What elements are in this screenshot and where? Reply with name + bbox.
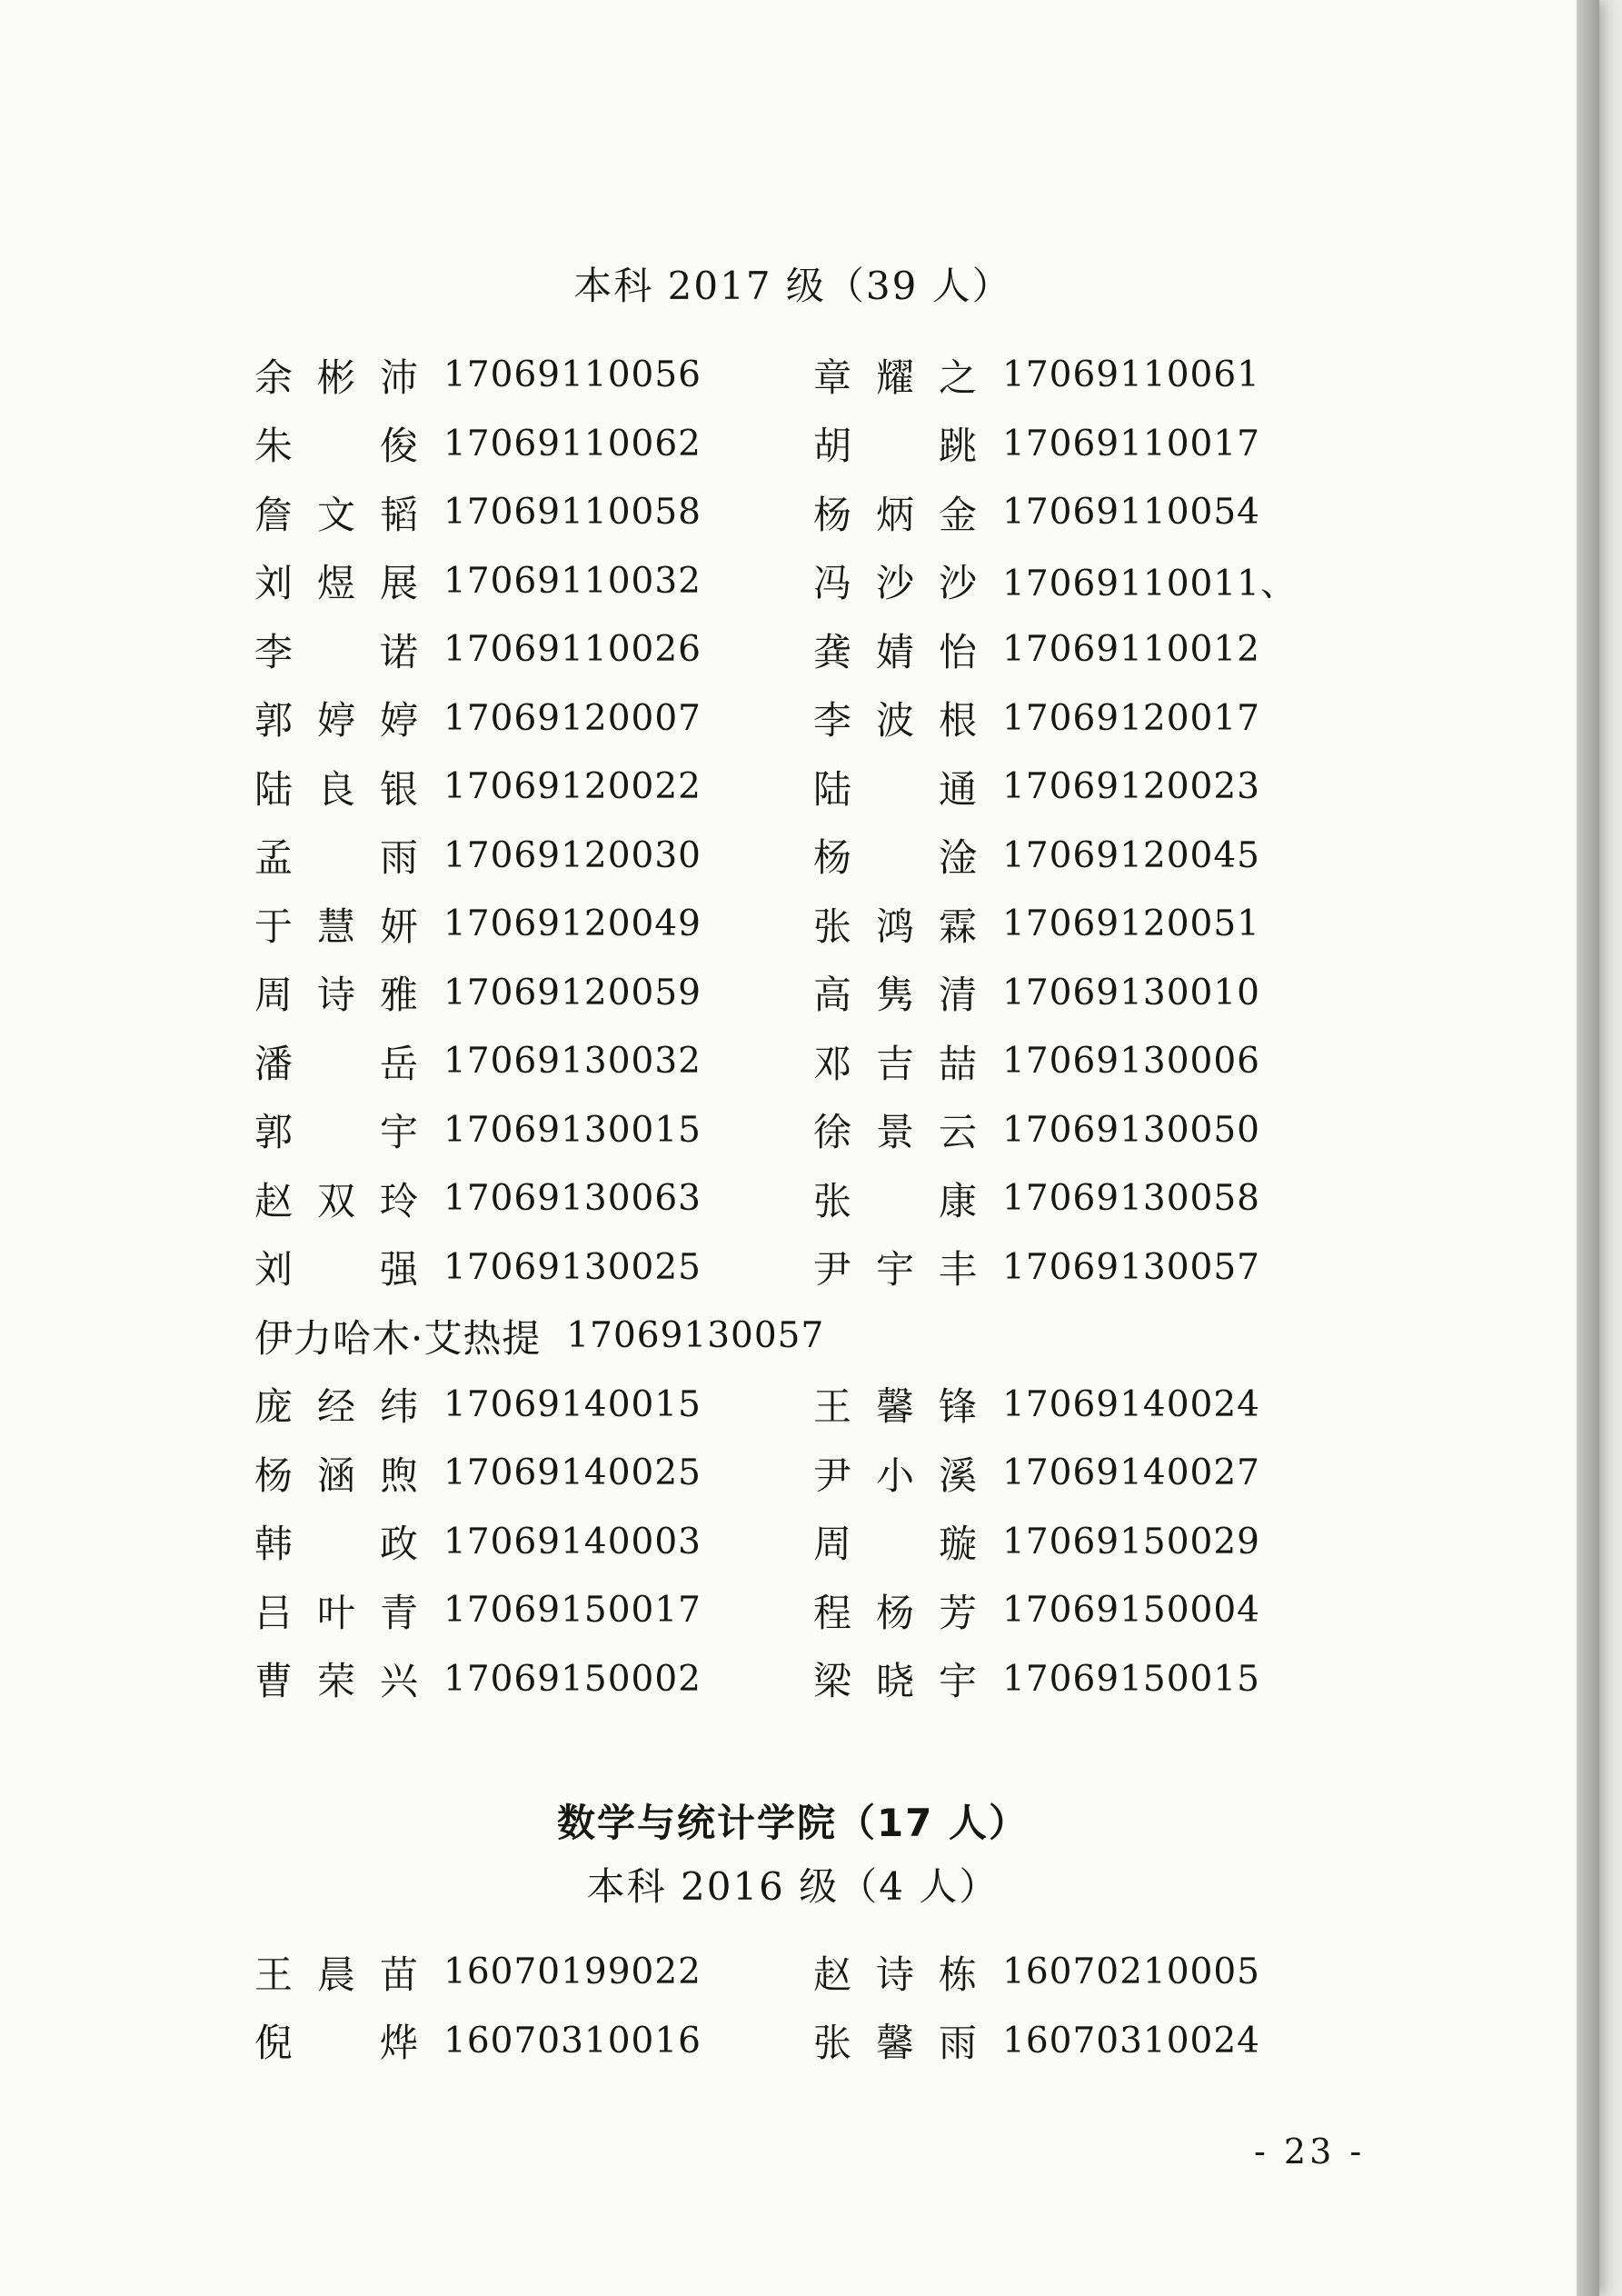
list-row [254, 1645, 1327, 1714]
student-name: 张 馨 雨 [813, 2021, 977, 2066]
student-entry [254, 1096, 702, 1165]
student-entry [254, 478, 702, 547]
student-name: 朱 俊 [254, 424, 418, 469]
list-row [254, 1096, 1327, 1165]
section-heading-2016: 本科 2016 级（4 人） [586, 1864, 1000, 1909]
student-id: 17069130057 [566, 1315, 825, 1357]
student-name: 庞 经 纬 [254, 1384, 418, 1430]
list-row [254, 684, 1327, 754]
student-id: 17069130006 [1002, 1041, 1260, 1083]
student-id: 17069120030 [443, 834, 702, 876]
student-list-2016 [254, 1938, 1327, 2075]
student-name: 王 馨 锋 [813, 1384, 977, 1430]
student-name: 高 隽 清 [813, 973, 977, 1018]
student-entry [813, 1508, 1260, 1577]
list-row [254, 959, 1327, 1028]
student-entry [813, 1371, 1260, 1440]
student-entry [254, 753, 702, 822]
student-name: 赵 诗 栋 [813, 1952, 977, 1997]
student-name: 杨 炳 金 [813, 492, 977, 537]
student-id: 17069110011、 [1002, 564, 1297, 605]
student-entry [813, 890, 1260, 959]
student-id: 17069130057 [1002, 1246, 1260, 1288]
student-entry [254, 341, 702, 410]
student-id: 17069110062 [443, 423, 702, 464]
student-name: 郭 婷 婷 [254, 698, 418, 744]
student-name: 周 诗 雅 [254, 973, 418, 1018]
student-name: 梁 晓 宇 [813, 1659, 977, 1704]
student-entry [254, 959, 702, 1028]
student-name: 潘 岳 [254, 1041, 418, 1086]
student-name: 郭 宇 [254, 1110, 418, 1155]
student-name: 胡 跳 [813, 424, 977, 469]
student-id: 17069140025 [443, 1452, 702, 1494]
student-name: 陆 通 [813, 766, 977, 812]
student-name: 倪 烨 [254, 2021, 418, 2066]
student-name: 周 璇 [813, 1522, 977, 1567]
student-id: 17069120022 [443, 766, 702, 808]
student-entry [813, 1645, 1260, 1714]
student-entry [254, 1371, 702, 1440]
student-entry [254, 1233, 702, 1303]
student-name: 刘 煜 展 [254, 561, 418, 606]
student-entry [813, 1938, 1260, 2007]
student-id: 17069120017 [1002, 697, 1260, 739]
student-id: 17069130050 [1002, 1109, 1260, 1151]
student-id: 17069130058 [1002, 1178, 1260, 1220]
list-row [254, 478, 1327, 547]
student-entry [813, 684, 1260, 754]
student-entry [813, 615, 1260, 684]
student-id: 17069110012 [1002, 629, 1260, 671]
student-id: 17069120051 [1002, 903, 1260, 945]
student-entry [813, 2007, 1260, 2076]
student-name: 尹 宇 丰 [813, 1247, 977, 1293]
student-id: 17069130032 [443, 1041, 702, 1083]
student-id: 17069110056 [443, 354, 702, 396]
student-name: 余 彬 沛 [254, 354, 418, 400]
list-row [254, 1027, 1327, 1096]
student-name: 赵 双 玲 [254, 1178, 418, 1223]
student-entry [254, 1439, 702, 1508]
student-id: 16070199022 [443, 1952, 702, 1993]
list-row [254, 615, 1327, 684]
student-entry [813, 410, 1260, 479]
student-id: 17069150004 [1002, 1590, 1260, 1632]
student-name: 张 鸿 霖 [813, 903, 977, 949]
student-name: 曹 荣 兴 [254, 1659, 418, 1704]
student-id: 17069150029 [1002, 1521, 1260, 1562]
student-entry [813, 1096, 1260, 1165]
student-name: 于 慧 妍 [254, 903, 418, 949]
student-entry [254, 1302, 824, 1371]
student-entry [813, 753, 1260, 822]
student-name: 杨 涵 煦 [254, 1452, 418, 1498]
student-id: 16070310016 [443, 2020, 702, 2061]
student-entry [813, 1233, 1260, 1303]
student-entry [813, 1164, 1260, 1233]
student-id: 17069130015 [443, 1109, 702, 1151]
student-id: 17069110026 [443, 629, 702, 671]
list-row [254, 2007, 1327, 2076]
student-id: 17069110017 [1002, 423, 1260, 464]
student-id: 17069150015 [1002, 1658, 1260, 1700]
student-name: 陆 良 银 [254, 766, 418, 812]
student-entry [254, 684, 702, 754]
student-entry [254, 615, 702, 684]
student-entry [813, 1439, 1260, 1508]
student-id: 17069130025 [443, 1246, 702, 1288]
student-id: 17069140015 [443, 1383, 702, 1425]
student-entry [254, 890, 702, 959]
student-id: 17069120007 [443, 697, 702, 739]
student-entry [813, 1576, 1260, 1645]
student-name: 徐 景 云 [813, 1110, 977, 1155]
student-entry [254, 1164, 702, 1233]
list-row [254, 822, 1327, 891]
student-entry [813, 822, 1260, 891]
student-name: 吕 叶 青 [254, 1590, 418, 1635]
list-row [254, 1302, 1327, 1371]
student-id: 17069120059 [443, 972, 702, 1013]
student-entry [254, 1645, 702, 1714]
student-entry [813, 341, 1260, 410]
student-entry [813, 478, 1260, 547]
student-id: 17069120023 [1002, 766, 1260, 808]
student-name: 程 杨 芳 [813, 1590, 977, 1635]
list-row [254, 410, 1327, 479]
student-entry [254, 1938, 702, 2007]
student-id: 16070210005 [1002, 1952, 1260, 1993]
student-name: 韩 政 [254, 1522, 418, 1567]
student-entry [254, 1508, 702, 1577]
student-name: 刘 强 [254, 1247, 418, 1293]
student-id: 16070310024 [1002, 2020, 1260, 2061]
list-row [254, 1508, 1327, 1577]
student-entry [813, 959, 1260, 1028]
list-row [254, 753, 1327, 822]
list-row [254, 1233, 1327, 1303]
student-id: 17069140003 [443, 1521, 702, 1562]
student-entry [254, 822, 702, 891]
student-id: 17069150017 [443, 1590, 702, 1632]
student-name: 孟 雨 [254, 835, 418, 881]
student-id: 17069120045 [1002, 834, 1260, 876]
student-entry [254, 547, 702, 616]
list-row [254, 1439, 1327, 1508]
student-name: 李 波 根 [813, 698, 977, 744]
student-name: 章 耀 之 [813, 354, 977, 400]
student-name: 龚 婧 怡 [813, 629, 977, 674]
student-entry [813, 547, 1297, 616]
student-name: 尹 小 溪 [813, 1452, 977, 1498]
student-name: 李 诺 [254, 629, 418, 674]
student-name: 詹 文 韬 [254, 492, 418, 537]
list-row [254, 547, 1327, 616]
student-name: 王 晨 苗 [254, 1952, 418, 1997]
student-id: 17069110058 [443, 492, 702, 534]
list-row [254, 341, 1327, 410]
college-heading: 数学与统计学院（17 人） [556, 1801, 1030, 1845]
list-row [254, 1938, 1327, 2007]
student-entry [813, 1027, 1260, 1096]
student-id: 17069120049 [443, 903, 702, 945]
student-list-2017 [254, 341, 1327, 1713]
student-entry [254, 2007, 702, 2076]
list-row [254, 1164, 1327, 1233]
student-entry [254, 1576, 702, 1645]
list-row [254, 1371, 1327, 1440]
student-name: 伊力哈木·艾热提 [254, 1315, 542, 1361]
student-id: 17069110061 [1002, 354, 1260, 396]
student-id: 17069140027 [1002, 1452, 1260, 1494]
student-name: 邓 吉 喆 [813, 1041, 977, 1086]
list-row [254, 1576, 1327, 1645]
student-entry [254, 1027, 702, 1096]
student-entry [254, 410, 702, 479]
student-id: 17069110032 [443, 560, 702, 602]
page-edge-shadow [1577, 0, 1599, 2296]
student-id: 17069130063 [443, 1178, 702, 1220]
student-id: 17069130010 [1002, 972, 1260, 1013]
student-name: 杨 淦 [813, 835, 977, 881]
student-id: 17069110054 [1002, 492, 1260, 534]
student-id: 17069140024 [1002, 1383, 1260, 1425]
list-row [254, 890, 1327, 959]
student-id: 17069150002 [443, 1658, 702, 1700]
student-name: 张 康 [813, 1178, 977, 1223]
section-heading-2017: 本科 2017 级（39 人） [573, 264, 1012, 308]
student-name: 冯 沙 沙 [813, 561, 977, 606]
page-number: - 23 - [1254, 2131, 1366, 2171]
